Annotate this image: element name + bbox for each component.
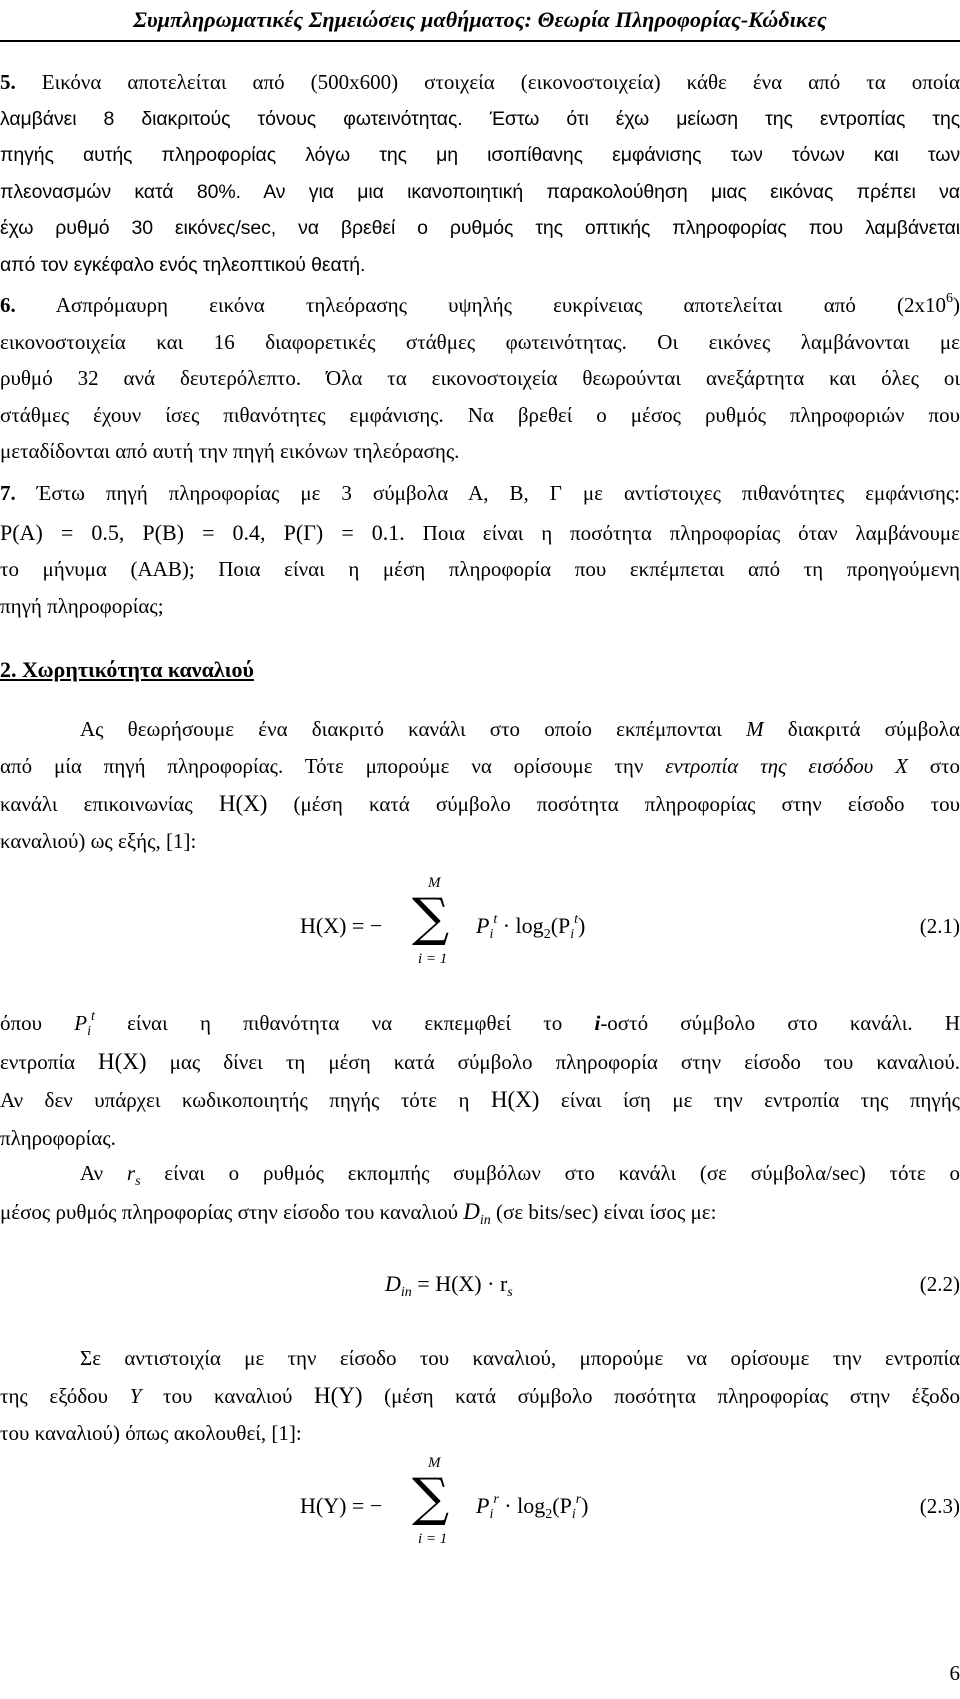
symbol-D: D [385, 1271, 401, 1296]
equation-number: (2.2) [919, 1272, 960, 1296]
equation-lhs: H(X) = − [300, 913, 383, 938]
paragraph-line [0, 1155, 960, 1193]
symbol-M: M [746, 717, 764, 741]
exercise-7 [0, 475, 960, 624]
probabilities-math: P(Α) = 0.5, P(Β) = 0.4, P(Γ) = 0.1. [0, 519, 405, 545]
exercise-6-line [0, 287, 960, 324]
superscript: t [574, 912, 579, 927]
subscript: in [400, 1285, 412, 1300]
paren: ) [578, 913, 586, 938]
text: διακριτά σύμβολα [763, 717, 960, 741]
paragraph-line [0, 711, 960, 748]
exercise-6-line: μεταδίδονται από αυτή την πηγή εικόνων τηλεόρασης. [0, 439, 460, 463]
text: (μέση κατά σύμβολο ποσότητα πληροφορίας στην έξοδο [362, 1384, 960, 1408]
exercise-7-line [0, 475, 960, 512]
paragraph-line [0, 1377, 960, 1415]
text: είναι η πιθανότητα να εκπεμφθεί το [94, 1011, 595, 1035]
sum-upper-limit: M [428, 875, 441, 891]
log: · log [498, 1493, 546, 1518]
math-HY: H(Y) [314, 1383, 363, 1408]
text: (σε bits/sec) είναι ίσος με: [490, 1199, 717, 1224]
symbol-P: P [74, 1011, 88, 1035]
header-rule [0, 40, 960, 42]
sum-symbol: ∑ [412, 888, 450, 948]
subscript: i [489, 1507, 494, 1522]
equation-expr [385, 1266, 513, 1303]
text: είναι ίση με την εντροπία της πηγής [539, 1088, 960, 1112]
symbol-P: P [476, 1493, 490, 1518]
sum-lower-limit: i = 1 [418, 1531, 448, 1547]
symbol-D: D [463, 1198, 480, 1224]
subscript: i [489, 927, 494, 942]
math-HX: H(X) [490, 1087, 540, 1112]
symbol-P: P [476, 913, 490, 938]
exercise-6-line: ρυθμό 32 ανά δευτερόλεπτο. Όλα τα εικονοστοιχεία θεωρούνται ανεξάρτητα και όλες οι [0, 366, 960, 390]
paragraph-output-entropy [0, 1340, 960, 1452]
math-HX: H(X) [218, 791, 268, 816]
paragraph-line: του καναλιού) όπως ακολουθεί, [1]: [0, 1421, 302, 1445]
text: ) [953, 293, 960, 317]
exercise-5-line [0, 64, 960, 101]
text: του καναλιού [141, 1384, 314, 1408]
exercise-5-line: από τον εγκέφαλο ενός τηλεοπτικού θεατή. [0, 253, 366, 276]
text: μας δίνει τη μέση κατά σύμβολο πληροφορία στην είσοδο του καναλιού. [146, 1049, 960, 1074]
exercise-7-line: το μήνυμα (ΑΑΒ); Ποια είναι η μέση πληροφορία που εκπέμπεται από τη προηγούμενη [0, 557, 960, 581]
exercise-number: 5. [0, 70, 16, 94]
log-base: 2 [545, 1507, 553, 1522]
exercise-6-line: εικονοστοιχεία και 16 διαφορετικές στάθμες φωτεινότητας. Οι εικόνες λαμβάνονται με [0, 329, 960, 354]
paragraph-line: Σε αντιστοιχία με την είσοδο του καναλιού, μπορούμε να ορίσουμε την εντροπία [80, 1346, 960, 1370]
paragraph-input-entropy [0, 711, 960, 860]
exercise-6-line: στάθμες έχουν ίσες πιθανότητες εμφάνισης. Να βρεθεί ο μέσος ρυθμός πληροφοριών που [0, 402, 960, 427]
text: μέσος ρυθμός πληροφορίας στην είσοδο του καναλιού [0, 1199, 464, 1224]
text: είναι ο ρυθμός εκπομπής συμβόλων στο κανάλι (σε σύμβολα/sec) τότε ο [140, 1161, 960, 1185]
superscript: 6 [946, 291, 953, 306]
equation-2-2 [0, 1262, 960, 1312]
subscript: i [571, 1507, 576, 1522]
log-argument: (P [552, 1493, 572, 1518]
text: -οστό σύμβολο στο κανάλι. Η [600, 1011, 960, 1035]
equation-rhs [476, 1488, 588, 1525]
exercise-number: 6. [0, 293, 16, 317]
exercise-7-line [0, 515, 960, 552]
paragraph-line [0, 785, 960, 823]
exercise-5-line: πηγής αυτής πληροφορίας λόγω της μη ισοπίθανης εμφάνισης των τόνων και των [0, 144, 960, 166]
log: · log [497, 913, 544, 938]
text: Εικόνα αποτελείται από (500x600) στοιχεία (εικονοστοιχεία) κάθε ένα από τα οποία [41, 70, 960, 94]
page-number: 6 [949, 1660, 960, 1685]
text: Ασπρόμαυρη εικόνα τηλεόρασης υψηλής ευκρίνειας αποτελείται από (2x10 [55, 293, 946, 317]
equation-number: (2.1) [919, 914, 960, 938]
exercise-number: 7. [0, 481, 16, 505]
page-header: Συμπληρωματικές Σημειώσεις μαθήματος: Θεωρία Πληροφορίας-Κώδικες [133, 7, 827, 32]
text: (μέση κατά σύμβολο ποσότητα πληροφορίας στην είσοδο του [267, 792, 960, 816]
sum-symbol: ∑ [412, 1468, 450, 1528]
text: Αν δεν υπάρχει κωδικοποιητής πηγής τότε η [0, 1088, 491, 1112]
section-heading: 2. Χωρητικότητα καναλιού [0, 657, 254, 682]
subscript: i [570, 927, 575, 942]
paragraph-line: πληροφορίας. [0, 1125, 116, 1150]
paragraph-line: καναλιού) ως εξής, [1]: [0, 829, 197, 853]
equation-middle: = H(X) · r [411, 1271, 508, 1296]
superscript: t [90, 1009, 95, 1024]
paragraph-line [0, 1081, 960, 1120]
paragraph-probability [0, 1005, 960, 1157]
subscript: i [87, 1024, 91, 1039]
paragraph-line [0, 748, 960, 785]
text: Αν [80, 1161, 127, 1185]
paragraph-rate [0, 1155, 960, 1231]
log-base: 2 [543, 927, 551, 942]
subscript: s [507, 1285, 513, 1300]
equation-2-1 [0, 872, 960, 972]
exercise-7-line: πηγή πληροφορίας; [0, 593, 164, 618]
text: Ποια είναι η ποσότητα πληροφορίας όταν λαμβάνουμε [422, 520, 960, 545]
math-HX: H(X) [98, 1048, 147, 1074]
paragraph-line [0, 1193, 960, 1232]
sum-upper-limit: M [428, 1455, 441, 1471]
subscript: in [479, 1212, 491, 1228]
equation-number: (2.3) [919, 1494, 960, 1518]
paren: ) [581, 1493, 589, 1518]
text: στο [907, 754, 960, 778]
text: Ας θεωρήσουμε ένα διακριτό κανάλι στο οποίο εκπέμπονται [80, 717, 747, 741]
emphasis: εντροπία της εισόδου X [665, 754, 908, 778]
paragraph-line [0, 1043, 960, 1082]
exercise-6 [0, 287, 960, 470]
superscript: r [575, 1492, 582, 1507]
text: Έστω πηγή πληροφορίας με 3 σύμβολα Α, Β, Γ με αντίστοιχες πιθανότητες εμφάνισης: [36, 481, 960, 505]
equation-lhs: H(Y) = − [300, 1493, 383, 1518]
exercise-5-line: λαμβάνει 8 διακριτούς τόνους φωτεινότητας. Έστω ότι έχω μείωση της εντροπίας της [0, 107, 960, 130]
equation-2-3 [0, 1450, 960, 1550]
exercise-5-line: πλεονασμών κατά 80%. Αν για μια ικανοποιητική παρακολούθηση μιας εικόνας πρέπει να [0, 180, 960, 203]
text: όπου [0, 1011, 75, 1035]
equation-rhs [476, 908, 585, 945]
exercise-5-line: έχω ρυθμό 30 εικόνες/sec, να βρεθεί ο ρυθμός της οπτικής πληροφορίας που λαμβάνεται [0, 217, 960, 239]
sum-lower-limit: i = 1 [418, 951, 448, 967]
exercise-5 [0, 64, 960, 283]
log-argument: (P [550, 913, 571, 938]
symbol-r: r [126, 1161, 136, 1185]
text: από μία πηγή πληροφορίας. Τότε μπορούμε να ορίσουμε την [0, 754, 666, 778]
superscript: r [493, 1492, 499, 1507]
paragraph-line [0, 1005, 960, 1043]
superscript: t [493, 912, 498, 927]
subscript: s [135, 1174, 141, 1189]
symbol-i: i [594, 1011, 601, 1035]
text: της εξόδου [0, 1384, 130, 1408]
text: εντροπία [0, 1049, 99, 1074]
text: κανάλι επικοινωνίας [0, 792, 219, 816]
symbol-Y: Y [129, 1384, 142, 1408]
